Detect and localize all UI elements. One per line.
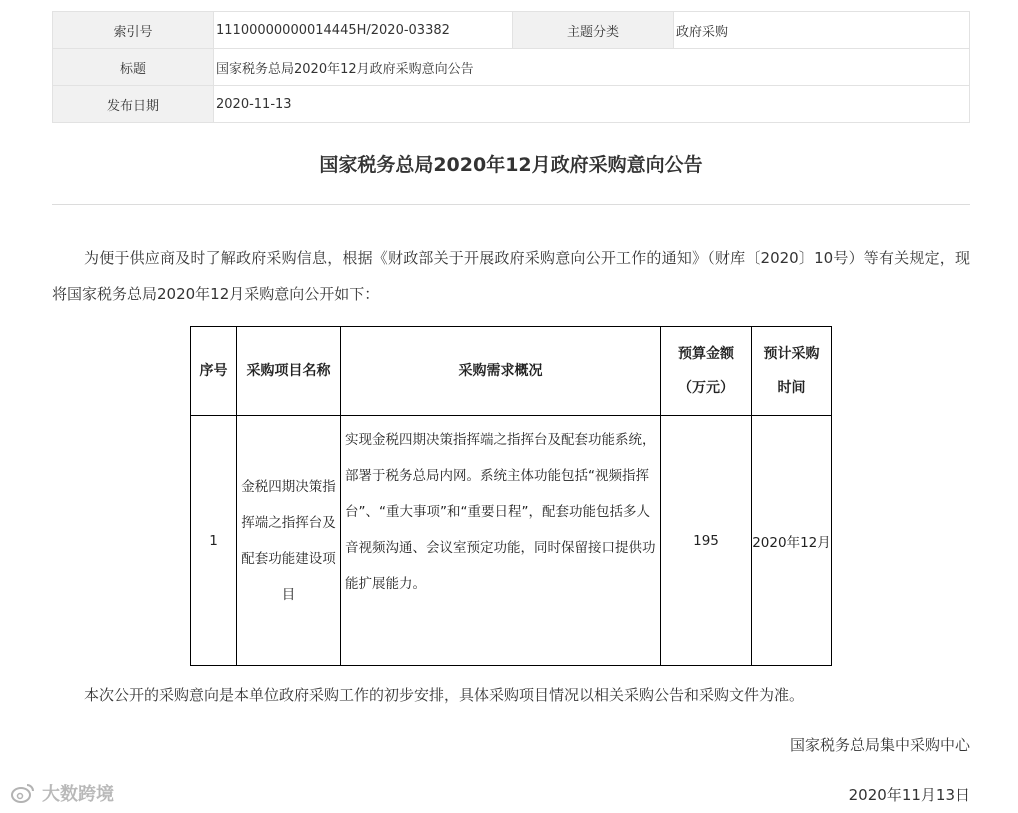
row-budget: 195 xyxy=(661,416,752,666)
row-description: 实现金税四期决策指挥端之指挥台及配套功能系统，部署于税务总局内网。系统主体功能包括“视频指挥台”、“重大事项”和“重要日程”，配套功能包括多人音视频沟通、会议室预定功能，同时保留接口提供功能扩展能力。 xyxy=(341,416,661,666)
table-row xyxy=(191,416,832,666)
header-no: 序号 xyxy=(191,327,237,416)
header-time: 预计采购时间 xyxy=(752,327,832,416)
metadata-table xyxy=(52,11,970,123)
procurement-header-row xyxy=(191,327,832,416)
metadata-row-date xyxy=(53,86,970,123)
title-divider xyxy=(52,204,970,205)
row-project-name: 金税四期决策指挥端之指挥台及配套功能建设项目 xyxy=(237,416,341,666)
index-label: 索引号 xyxy=(53,12,214,49)
category-value: 政府采购 xyxy=(674,12,970,49)
watermark xyxy=(10,780,114,806)
date-label: 发布日期 xyxy=(53,86,214,123)
header-budget: 预算金额（万元） xyxy=(661,327,752,416)
date-value: 2020-11-13 xyxy=(214,86,970,123)
weibo-icon xyxy=(10,782,36,804)
title-label: 标题 xyxy=(53,49,214,86)
metadata-row-index xyxy=(53,12,970,49)
row-no: 1 xyxy=(191,416,237,666)
header-project-name: 采购项目名称 xyxy=(237,327,341,416)
procurement-table xyxy=(190,326,832,666)
document-title: 国家税务总局2020年12月政府采购意向公告 xyxy=(319,154,703,176)
title-value: 国家税务总局2020年12月政府采购意向公告 xyxy=(214,49,970,86)
intro-paragraph: 为便于供应商及时了解政府采购信息，根据《财政部关于开展政府采购意向公开工作的通知》（财库〔2020〕10号）等有关规定，现将国家税务总局2020年12月采购意向公开如下： xyxy=(52,249,970,303)
row-time: 2020年12月 xyxy=(752,416,832,666)
sign-date: 2020年11月13日 xyxy=(848,786,970,804)
header-description: 采购需求概况 xyxy=(341,327,661,416)
watermark-text: 大数跨境 xyxy=(42,784,114,805)
signature: 国家税务总局集中采购中心 xyxy=(789,736,970,754)
metadata-row-title xyxy=(53,49,970,86)
category-label: 主题分类 xyxy=(513,12,674,49)
closing-paragraph: 本次公开的采购意向是本单位政府采购工作的初步安排，具体采购项目情况以相关采购公告和采购文件为准。 xyxy=(84,686,805,704)
index-value: 11100000000014445H/2020-03382 xyxy=(214,12,513,49)
